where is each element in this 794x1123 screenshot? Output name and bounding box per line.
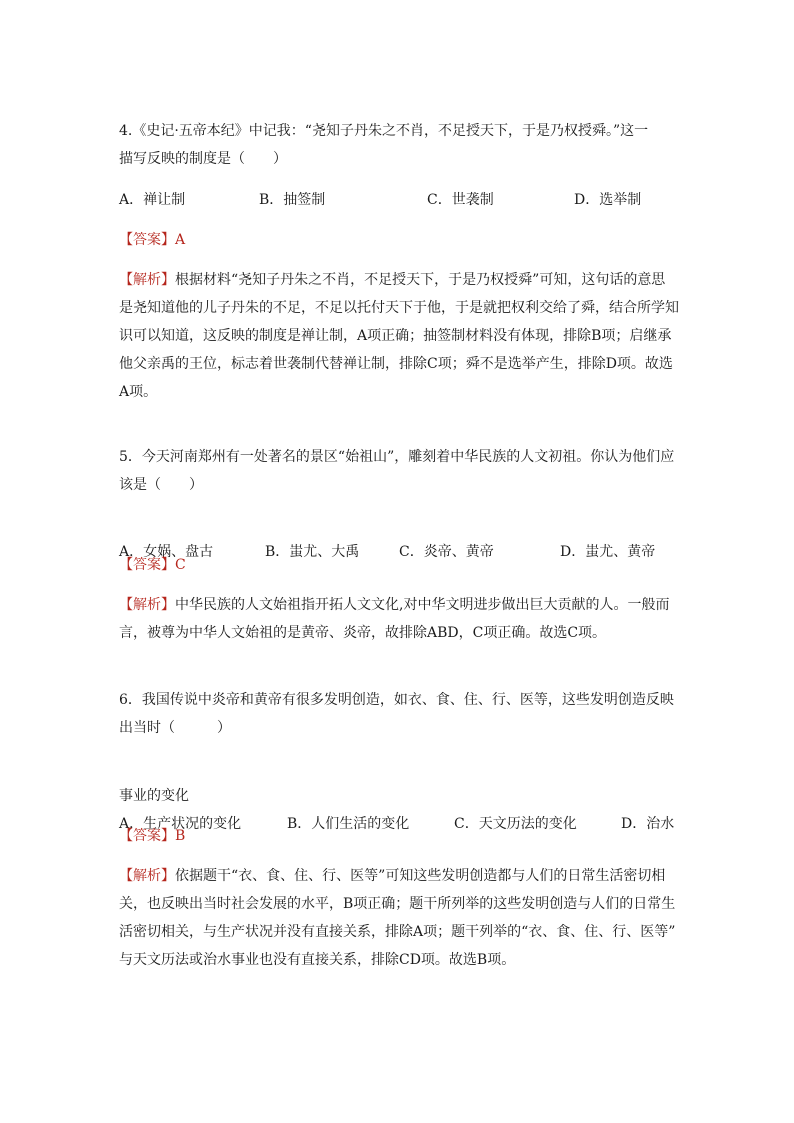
option-d-wrap: 事业的变化	[119, 788, 189, 804]
analysis-text: 活密切相关，与生产状况并没有直接关系，排除A项；题干列举的“衣、食、住、行、医等”	[119, 924, 676, 940]
answer-line	[119, 551, 679, 579]
analysis-text: 是尧知道他的儿子丹朱的不足，不足以托付天下于他，于是就把权利交给了舜，结合所学知	[119, 300, 679, 316]
option-a: A．禅让制	[119, 192, 186, 208]
option-b: B．人们生活的变化	[287, 816, 410, 832]
analysis-text: 与天文历法或治水事业也没有直接关系，排除CD项。故选B项。	[119, 952, 516, 968]
answer-tag: 【答案】	[119, 232, 175, 248]
question-6	[119, 686, 679, 742]
option-b: B．抽签制	[259, 192, 326, 208]
option-a: A．女娲、盘古	[119, 544, 214, 560]
option-d: D．选举制	[574, 192, 642, 208]
answer-line	[119, 226, 679, 254]
analysis-text: A项。	[119, 384, 158, 400]
answer-value: C	[175, 557, 186, 573]
question-stem: 描写反映的制度是（ ）	[119, 151, 287, 167]
analysis-text: 他父亲禹的王位，标志着世袭制代替禅让制，排除C项；舜不是选举产生，排除D项。故选	[119, 356, 673, 372]
option-b: B．蚩尤、大禹	[265, 544, 360, 560]
analysis-4	[119, 266, 679, 406]
option-c: C．炎帝、黄帝	[399, 544, 494, 560]
analysis-text: 中华民族的人文始祖指开拓人文文化,对中华文明进步做出巨大贡献的人。一般而	[175, 597, 670, 613]
answer-tag: 【答案】	[119, 557, 175, 573]
answer-value: B	[175, 828, 186, 844]
question-4	[119, 117, 679, 173]
analysis-text: 根据材料“尧知子丹朱之不肖，不足授天下，于是乃权授舜”可知，这句话的意思	[175, 272, 666, 288]
analysis-text: 依据题干“衣、食、住、行、医等”可知这些发明创造都与人们的日常生活密切相	[175, 868, 666, 884]
question-stem: 5．今天河南郑州有一处著名的景区“始祖山”，雕刻着中华民族的人文初祖。你认为他们应	[119, 449, 675, 465]
analysis-tag: 【解析】	[119, 272, 175, 288]
question-stem: 出当时（ ）	[119, 720, 231, 736]
analysis-text: 关，也反映出当时社会发展的水平，B项正确；题干所列举的这些发明创造与人们的日常生	[119, 896, 676, 912]
analysis-text: 识可以知道，这反映的制度是禅让制，A项正确；抽签制材料没有体现，排除B项；启继承	[119, 328, 672, 344]
question-stem: 6．我国传说中炎帝和黄帝有很多发明创造，如衣、食、住、行、医等，这些发明创造反映	[119, 692, 674, 708]
answer-tag: 【答案】	[119, 828, 175, 844]
analysis-5	[119, 591, 679, 647]
question-stem: 该是（ ）	[119, 477, 203, 493]
question-4-options	[119, 186, 679, 214]
option-d: D．治水	[621, 816, 675, 832]
option-d: D．蚩尤、黄帝	[560, 544, 656, 560]
option-a: A．生产状况的变化	[119, 816, 242, 832]
option-c: C．天文历法的变化	[454, 816, 577, 832]
analysis-6	[119, 862, 679, 974]
answer-line	[119, 822, 679, 850]
analysis-text: 言，被尊为中华人文始祖的是黄帝、炎帝，故排除ABD，C项正确。故选C项。	[119, 625, 607, 641]
analysis-tag: 【解析】	[119, 597, 175, 613]
question-stem: 4.《史记·五帝本纪》中记我：“尧知子丹朱之不肖，不足授天下，于是乃权授舜。”这一	[119, 123, 649, 139]
answer-value: A	[175, 232, 186, 248]
option-c: C．世袭制	[427, 192, 494, 208]
question-5	[119, 443, 679, 499]
analysis-tag: 【解析】	[119, 868, 175, 884]
